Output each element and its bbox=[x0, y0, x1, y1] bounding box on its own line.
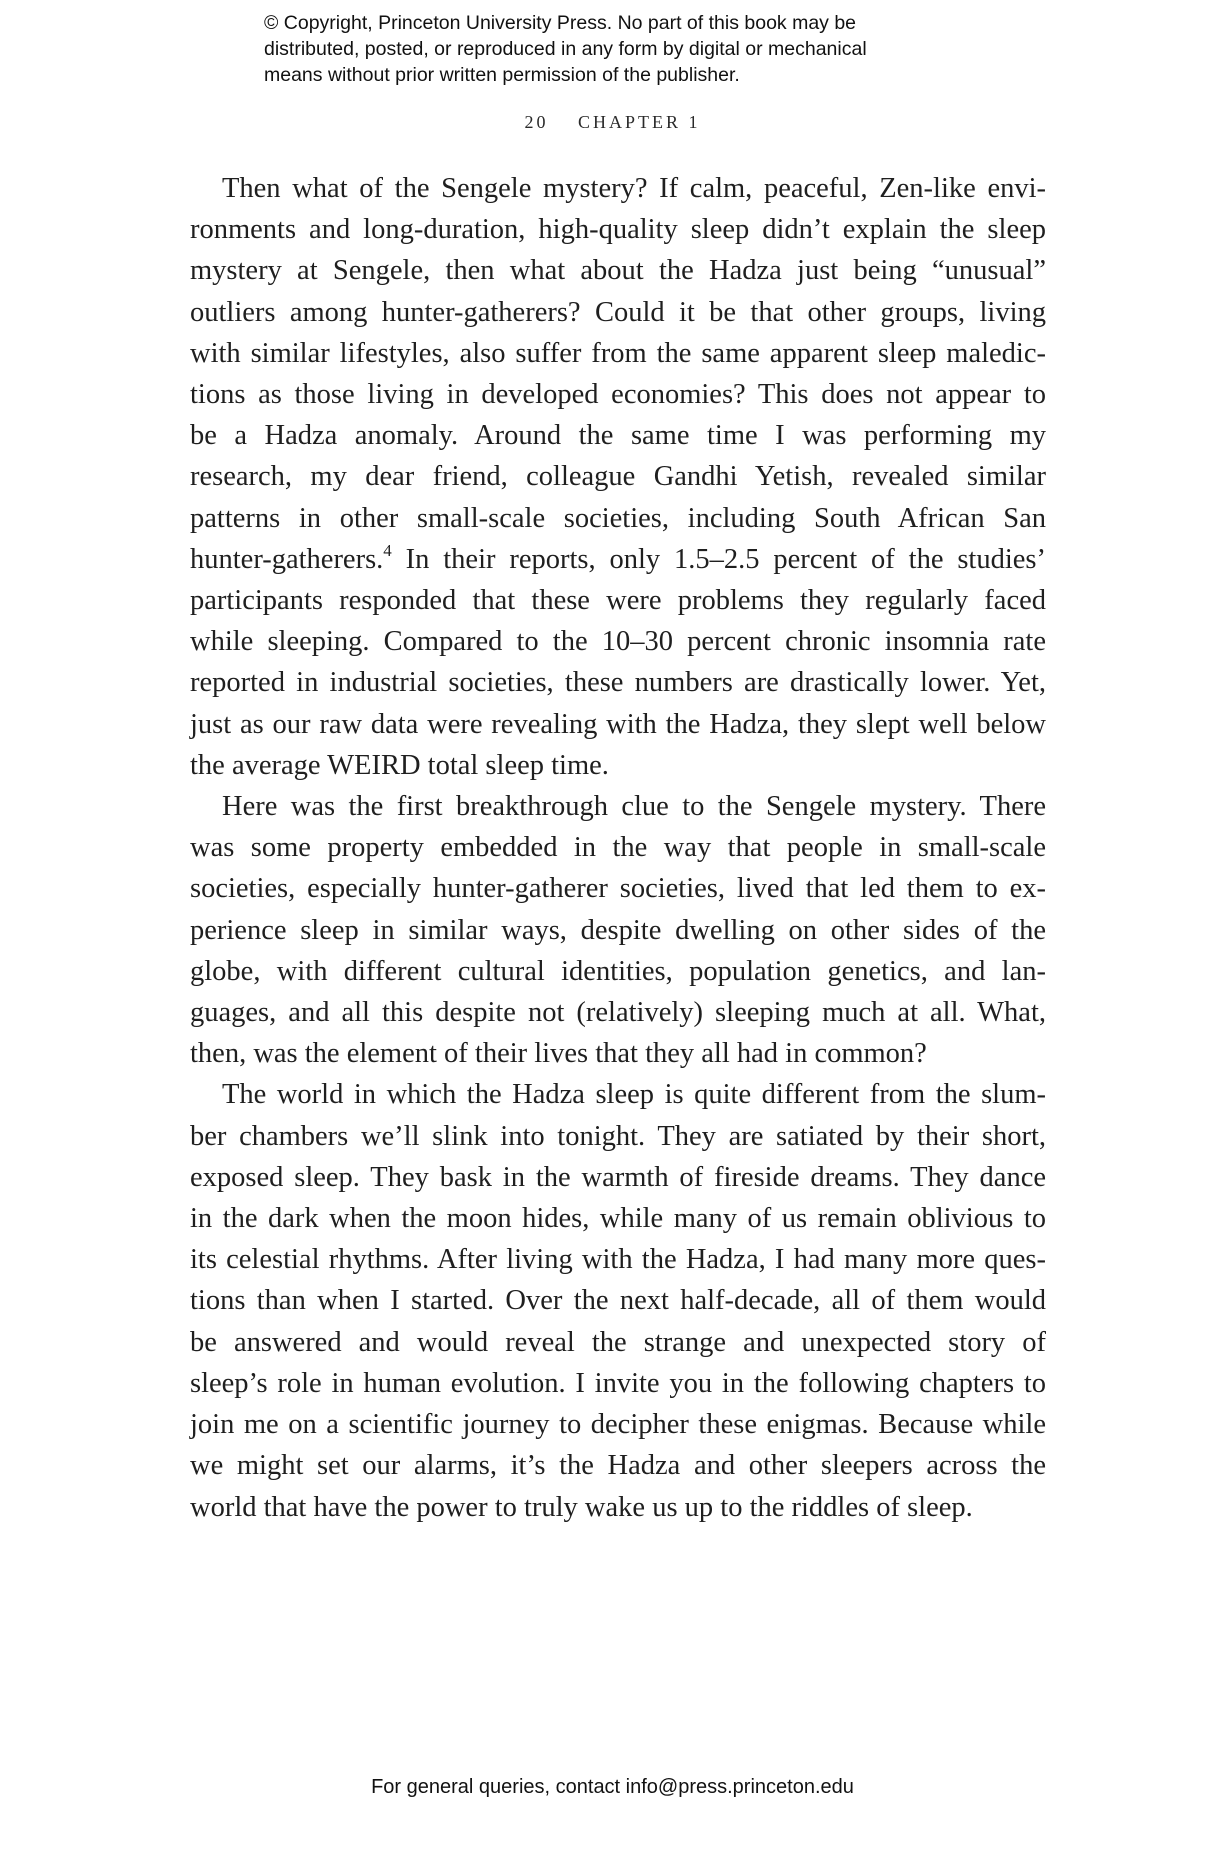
text-line: we might set our alarms, it’s the Hadza and other sleepers across the bbox=[190, 1450, 1046, 1482]
text-line: in the dark when the moon hides, while many of us remain oblivious to bbox=[190, 1203, 1046, 1235]
text-line: world that have the power to truly wake us up to the riddles of sleep. bbox=[190, 1491, 973, 1523]
paragraph-1 bbox=[190, 168, 1046, 786]
text-line: perience sleep in similar ways, despite dwelling on other sides of the bbox=[190, 914, 1046, 946]
text-line: participants responded that these were problems they regularly faced bbox=[190, 585, 1046, 617]
text-line: Then what of the Sengele mystery? If calm, peaceful, Zen-like envi- bbox=[222, 173, 1046, 204]
text-line: its celestial rhythms. After living with the Hadza, I had many more ques- bbox=[190, 1244, 1046, 1276]
text-line: outliers among hunter-gatherers? Could it be that other groups, living bbox=[190, 296, 1046, 328]
text-line: then, was the element of their lives that they all had in common? bbox=[190, 1038, 927, 1070]
text-line-with-footnote bbox=[190, 539, 1046, 580]
paragraph-2 bbox=[190, 786, 1046, 1074]
text-line: reported in industrial societies, these numbers are drastically lower. Yet, bbox=[190, 667, 1046, 699]
text-line: guages, and all this despite not (relatively) sleeping much at all. What, bbox=[190, 997, 1046, 1029]
copyright-line: means without prior written permission of the publisher. bbox=[264, 64, 740, 86]
running-head bbox=[0, 112, 1225, 133]
footnote-reference[interactable]: 4 bbox=[383, 540, 392, 560]
text-line: The world in which the Hadza sleep is quite different from the slum- bbox=[222, 1079, 1046, 1111]
text-line: be answered and would reveal the strange and unexpected story of bbox=[190, 1326, 1046, 1358]
text-line: ber chambers we’ll slink into tonight. They are satiated by their short, bbox=[190, 1120, 1046, 1152]
text-line: societies, especially hunter-gatherer societies, lived that led them to ex- bbox=[190, 873, 1046, 905]
page-number: 20 bbox=[524, 112, 549, 132]
text-line: research, my dear friend, colleague Gandhi Yetish, revealed similar bbox=[190, 461, 1046, 493]
text-line: tions than when I started. Over the next half-decade, all of them would bbox=[190, 1285, 1046, 1317]
copyright-notice bbox=[264, 10, 1024, 88]
text-line: ronments and long-duration, high-quality sleep didn’t explain the sleep bbox=[190, 214, 1046, 246]
text-line: exposed sleep. They bask in the warmth of fireside dreams. They dance bbox=[190, 1161, 1046, 1193]
text-line: be a Hadza anomaly. Around the same time I was performing my bbox=[190, 420, 1046, 452]
copyright-line: distributed, posted, or reproduced in any form by digital or mechanical bbox=[264, 38, 867, 60]
text-fragment: hunter-gatherers. bbox=[190, 543, 384, 575]
text-line: tions as those living in developed economies? This does not appear to bbox=[190, 379, 1046, 411]
text-line: Here was the first breakthrough clue to the Sengele mystery. There bbox=[222, 791, 1046, 823]
text-line: the average WEIRD total sleep time. bbox=[190, 749, 609, 781]
text-line: patterns in other small-scale societies, including South African San bbox=[190, 502, 1046, 534]
body-text bbox=[190, 168, 1046, 1528]
text-line: while sleeping. Compared to the 10–30 percent chronic insomnia rate bbox=[190, 626, 1046, 658]
text-fragment: In their reports, only 1.5–2.5 percent of the studies’ bbox=[391, 543, 1046, 575]
text-line: mystery at Sengele, then what about the Hadza just being “unusual” bbox=[190, 255, 1046, 287]
text-line: globe, with different cultural identities, population genetics, and lan- bbox=[190, 955, 1046, 987]
text-line: join me on a scientific journey to decipher these enigmas. Because while bbox=[190, 1409, 1046, 1441]
text-line: sleep’s role in human evolution. I invite you in the following chapters to bbox=[190, 1367, 1046, 1399]
chapter-label: CHAPTER 1 bbox=[577, 112, 701, 132]
text-line: just as our raw data were revealing with the Hadza, they slept well below bbox=[190, 708, 1046, 740]
text-line: was some property embedded in the way that people in small-scale bbox=[190, 832, 1046, 864]
text-line: with similar lifestyles, also suffer from the same apparent sleep maledic- bbox=[190, 337, 1046, 369]
paragraph-3 bbox=[190, 1074, 1046, 1527]
copyright-line: © Copyright, Princeton University Press. No part of this book may be bbox=[264, 12, 857, 34]
footer-contact: For general queries, contact info@press.princeton.edu bbox=[371, 1776, 854, 1798]
